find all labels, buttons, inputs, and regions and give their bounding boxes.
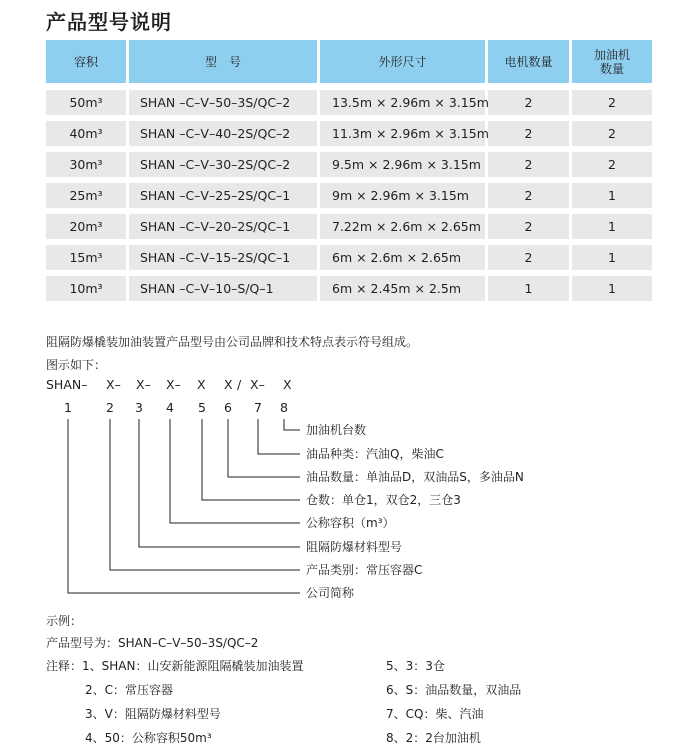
legend-item: 产品类别：常压容器C bbox=[306, 563, 423, 577]
cell-size: 11.3m × 2.96m × 3.15m bbox=[320, 115, 488, 146]
note-4: 4、50：公称容积50m³ bbox=[85, 731, 212, 745]
legend-item: 公称容积（m³） bbox=[306, 516, 395, 530]
leader-line bbox=[228, 419, 300, 477]
cell-motors: 2 bbox=[488, 146, 572, 177]
position-number: 5 bbox=[198, 400, 206, 415]
header-size: 外形尺寸 bbox=[320, 40, 488, 83]
cell-dispensers: 1 bbox=[572, 239, 652, 270]
cell-motors: 1 bbox=[488, 270, 572, 301]
legend-list bbox=[306, 422, 524, 600]
cell-volume: 15m³ bbox=[46, 239, 129, 270]
legend-item: 阻隔防爆材料型号 bbox=[306, 540, 403, 554]
cell-size: 9m × 2.96m × 3.15m bbox=[320, 177, 488, 208]
position-number: 4 bbox=[166, 400, 174, 415]
cell-motors: 2 bbox=[488, 115, 572, 146]
header-model: 型 号 bbox=[129, 40, 320, 83]
cell-model: SHAN –C–V–40–2S/QC–2 bbox=[129, 115, 320, 146]
legend-item: 仓数：单仓1，双仓2，三仓3 bbox=[306, 493, 461, 507]
cell-size: 6m × 2.45m × 2.5m bbox=[320, 270, 488, 301]
cell-model: SHAN –C–V–30–2S/QC–2 bbox=[129, 146, 320, 177]
cell-size: 6m × 2.6m × 2.65m bbox=[320, 239, 488, 270]
code-token: X– bbox=[250, 377, 265, 392]
cell-model: SHAN –C–V–20–2S/QC–1 bbox=[129, 208, 320, 239]
leader-line bbox=[139, 419, 300, 547]
cell-model: SHAN –C–V–50–3S/QC–2 bbox=[129, 83, 320, 115]
position-number: 1 bbox=[64, 400, 72, 415]
note-3: 3、V：阻隔防爆材料型号 bbox=[85, 707, 221, 721]
cell-volume: 30m³ bbox=[46, 146, 129, 177]
cell-model: SHAN –C–V–10–S/Q–1 bbox=[129, 270, 320, 301]
cell-dispensers: 2 bbox=[572, 146, 652, 177]
legend-item: 公司简称 bbox=[306, 586, 355, 600]
cell-dispensers: 1 bbox=[572, 208, 652, 239]
example-label: 示例： bbox=[46, 614, 83, 628]
code-token: X bbox=[197, 377, 206, 392]
diagram-caption: 图示如下： bbox=[46, 358, 107, 372]
legend-item: 油品种类：汽油Q，柴油C bbox=[306, 447, 444, 461]
code-token: SHAN– bbox=[46, 377, 88, 392]
note-6: 6、S：油品数量，双油品 bbox=[386, 683, 522, 697]
cell-dispensers: 1 bbox=[572, 270, 652, 301]
code-token: / bbox=[237, 377, 242, 392]
note-2: 2、C：常压容器 bbox=[85, 683, 174, 697]
cell-volume: 25m³ bbox=[46, 177, 129, 208]
cell-size: 7.22m × 2.6m × 2.65m bbox=[320, 208, 488, 239]
cell-volume: 40m³ bbox=[46, 115, 129, 146]
page-title: 产品型号说明 bbox=[46, 10, 172, 34]
position-number: 6 bbox=[224, 400, 232, 415]
cell-model: SHAN –C–V–15–2S/QC–1 bbox=[129, 239, 320, 270]
cell-volume: 50m³ bbox=[46, 83, 129, 115]
header-dispensers-line2: 数量 bbox=[599, 61, 624, 76]
cell-dispensers: 2 bbox=[572, 83, 652, 115]
cell-size: 9.5m × 2.96m × 3.15m bbox=[320, 146, 488, 177]
intro-text: 阻隔防爆橇装加油装置产品型号由公司品牌和技术特点表示符号组成。 bbox=[46, 335, 419, 349]
legend-item: 加油机台数 bbox=[306, 423, 367, 437]
code-token: X– bbox=[106, 377, 121, 392]
header-dispensers-line1: 加油机 bbox=[593, 47, 630, 62]
note-8: 8、2：2台加油机 bbox=[386, 731, 481, 745]
position-number-row bbox=[64, 400, 288, 415]
cell-volume: 10m³ bbox=[46, 270, 129, 301]
note-5: 5、3：3仓 bbox=[386, 659, 445, 673]
leader-line bbox=[170, 419, 300, 523]
cell-size: 13.5m × 2.96m × 3.15m bbox=[320, 83, 488, 115]
leader-line bbox=[202, 419, 300, 500]
leader-line bbox=[68, 419, 300, 593]
cell-dispensers: 2 bbox=[572, 115, 652, 146]
note-7: 7、CQ：柴、汽油 bbox=[386, 707, 484, 721]
code-token: X– bbox=[136, 377, 151, 392]
note-1: 注释：1、SHAN：山安新能源阻隔橇装加油装置 bbox=[46, 659, 304, 673]
leader-lines bbox=[68, 419, 300, 593]
cell-motors: 2 bbox=[488, 208, 572, 239]
cell-dispensers: 1 bbox=[572, 177, 652, 208]
leader-line bbox=[258, 419, 300, 454]
header-motors: 电机数量 bbox=[488, 40, 572, 83]
code-token: X bbox=[224, 377, 233, 392]
cell-motors: 2 bbox=[488, 83, 572, 115]
leader-line bbox=[284, 419, 300, 430]
code-token-row bbox=[46, 377, 292, 392]
cell-model: SHAN –C–V–25–2S/QC–1 bbox=[129, 177, 320, 208]
example-model: 产品型号为：SHAN–C–V–50–3S/QC–2 bbox=[46, 636, 259, 650]
cell-motors: 2 bbox=[488, 177, 572, 208]
position-number: 2 bbox=[106, 400, 114, 415]
code-token: X bbox=[283, 377, 292, 392]
position-number: 8 bbox=[280, 400, 288, 415]
cell-volume: 20m³ bbox=[46, 208, 129, 239]
legend-item: 油品数量：单油品D，双油品S，多油品N bbox=[306, 470, 524, 484]
cell-motors: 2 bbox=[488, 239, 572, 270]
code-token: X– bbox=[166, 377, 181, 392]
header-volume: 容积 bbox=[46, 40, 129, 83]
position-number: 7 bbox=[254, 400, 262, 415]
position-number: 3 bbox=[135, 400, 143, 415]
